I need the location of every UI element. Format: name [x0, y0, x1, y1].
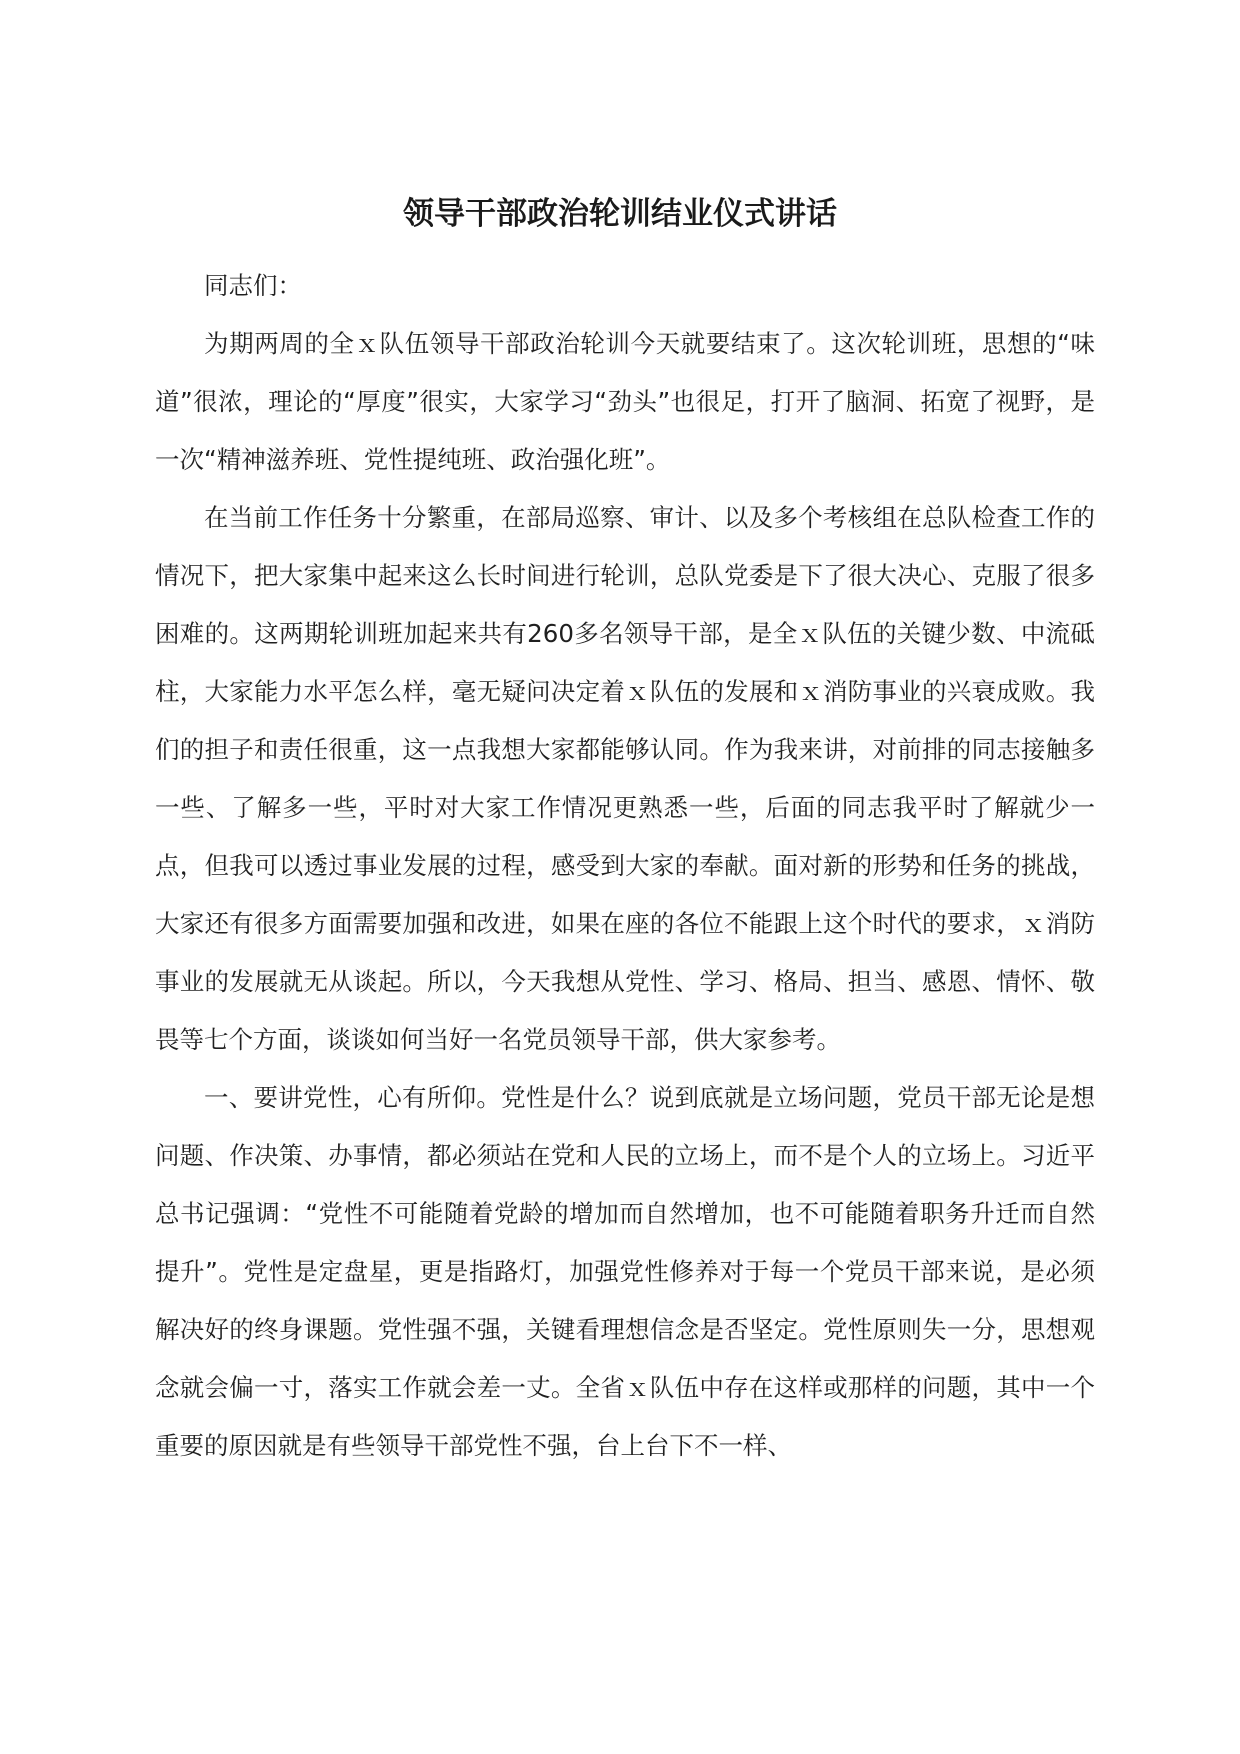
document-body	[155, 257, 1095, 1475]
paragraph-context: 在当前工作任务十分繁重，在部局巡察、审计、以及多个考核组在总队检查工作的情况下，把大家集中起来这么长时间进行轮训，总队党委是下了很大决心、克服了很多困难的。这两期轮训班加起来共有260多名领导干部，是全ｘ队伍的关键少数、中流砥柱，大家能力水平怎么样，毫无疑问决定着ｘ队伍的发展和ｘ消防事业的兴衰成败。我们的担子和责任很重，这一点我想大家都能够认同。作为我来讲，对前排的同志接触多一些、了解多一些，平时对大家工作情况更熟悉一些，后面的同志我平时了解就少一点，但我可以透过事业发展的过程，感受到大家的奉献。面对新的形势和任务的挑战，大家还有很多方面需要加强和改进，如果在座的各位不能跟上这个时代的要求，ｘ消防事业的发展就无从谈起。所以，今天我想从党性、学习、格局、担当、感恩、情怀、敬畏等七个方面，谈谈如何当好一名党员领导干部，供大家参考。	[155, 503, 1095, 1054]
paragraph-section-one: 一、要讲党性，心有所仰。党性是什么？说到底就是立场问题，党员干部无论是想问题、作决策、办事情，都必须站在党和人民的立场上，而不是个人的立场上。习近平总书记强调：“党性不可能随着党龄的增加而自然增加，也不可能随着职务升迁而自然提升”。党性是定盘星，更是指路灯，加强党性修养对于每一个党员干部来说，是必须解决好的终身课题。党性强不强，关键看理想信念是否坚定。党性原则失一分，思想观念就会偏一寸，落实工作就会差一丈。全省ｘ队伍中存在这样或那样的问题，其中一个重要的原因就是有些领导干部党性不强，台上台下不一样、	[155, 1083, 1095, 1460]
paragraph-opening: 为期两周的全ｘ队伍领导干部政治轮训今天就要结束了。这次轮训班，思想的“味道”很浓，理论的“厚度”很实，大家学习“劲头”也很足，打开了脑洞、拓宽了视野，是一次“精神滋养班、党性提纯班、政治强化班”。	[155, 329, 1095, 474]
document-title: 领导干部政治轮训结业仪式讲话	[403, 196, 837, 232]
salutation: 同志们：	[204, 271, 302, 300]
